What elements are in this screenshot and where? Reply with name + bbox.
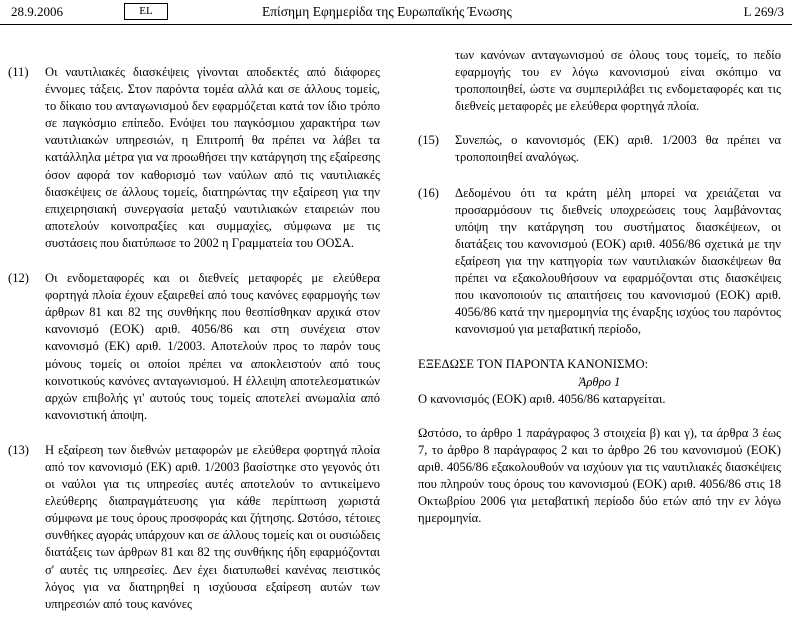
page-reference: L 269/3 — [743, 4, 784, 19]
recital-13 — [8, 442, 380, 613]
article-paragraph-1: Ο κανονισμός (ΕΟΚ) αριθ. 4056/86 καταργείται. — [418, 391, 666, 406]
article-heading: Άρθρο 1 — [578, 374, 621, 389]
left-column — [8, 64, 380, 631]
recital-text: Οι ναυτιλιακές διασκέψεις γίνονται αποδεκτές από διάφορες έννομες τάξεις. Στον παρόντα τομέα αλλά και σε άλλους τομείς, το δίκαιο του ανταγωνισμού δεν εφαρμόζεται κατά τον ίδιο τρόπο σε παγκόσμιο επίπεδο. Ενόψει του παγκόσμιου χαρακτήρα των ναυτιλιακών υπηρεσιών, η Επιτροπή θα πρέπει να λάβει τα κατάλληλα μέτρα για να προωθήσει την κατάργηση της εξαίρεσης όσον αφορά τον καθορισμό των ναύλων από τις ναυτιλιακές διασκέψεις σε άλλους τομείς, διατηρώντας την εξαίρεση για την επιχειρησιακή συνεργασία μεταξύ ναυτιλιακών εταιρειών που αποτελούν κοινοπραξίες και συμμαχίες, σύμφωνα με τις συστάσεις που διατύπωσε το 2002 η Γραμματεία του ΟΟΣΑ. — [45, 65, 380, 250]
recital-number: (12) — [8, 271, 29, 286]
recital-text: Οι ενδομεταφορές και οι διεθνείς μεταφορές με ελεύθερα φορτηγά πλοία έχουν εξαιρεθεί από τους κανόνες εφαρμογής των άρθρων 81 και 82 της συνθήκης που θεσπίσθηκαν αρχικά στον κανονισμό (ΕΟΚ) αριθ. 4056/86 και στη συνέχεια στον κανονισμό (ΕΚ) αριθ. 1/2003. Αποτελούν προς το παρόν τους μόνους τομείς οι οποίοι πρέπει να αποκλειστούν από τους κοινοτικούς κανόνες ανταγωνισμού. Η έλλειψη αποτελεσματικών αρχών επιβολής γι' αυτούς τους τομείς αποτελεί ανωμαλία από κανονιστική άποψη. — [45, 271, 380, 422]
recital-text: Η εξαίρεση των διεθνών μεταφορών με ελεύθερα φορτηγά πλοία από τον κανονισμό (ΕΚ) αριθ. 1/2003 βασίστηκε στο γεγονός ότι οι ναύλοι για τις υπηρεσίες αυτές αποτελούν το αντικείμενο ελεύθερης διαπραγμάτευσης για κάθε περίπτωση χωριστά σύμφωνα με τους όρους προσφοράς και ζήτησης. Ωστόσο, τέτοιες συνθήκες αγοράς υπάρχουν και σε άλλους τομείς και οι ουσιώδεις διατάξεις των άρθρων 81 και 82 της συνθήκης ήδη εφαρμόζονται σ' αυτές τις υπηρεσίες. Δεν έχει διατυπωθεί κανένας πειστικός λόγος για να διατηρηθεί η ισχύουσα εξαίρεση αυτών των υπηρεσιών από τους κανόνες — [45, 442, 380, 611]
recital-16 — [418, 185, 781, 339]
recital-number: (15) — [418, 133, 439, 148]
recital-12 — [8, 270, 380, 424]
page-header — [0, 0, 792, 26]
recital-number: (13) — [8, 442, 29, 457]
recital-14-continuation: των κανόνων ανταγωνισμού σε όλους τους τομείς, το πεδίο εφαρμογής του εν λόγω κανονισμού είναι σκόπιμο να τροποποιηθεί, ώστε να συμπεριλάβει τις ενδομεταφορές και τις διεθνείς μεταφορές με ελεύθερα φορτηγά πλοία. — [455, 48, 781, 114]
publication-date: 28.9.2006 — [11, 4, 63, 19]
recital-15 — [418, 132, 781, 166]
language-code-box: EL — [124, 3, 168, 20]
journal-title: Επίσημη Εφημερίδα της Ευρωπαϊκής Ένωσης — [262, 4, 512, 19]
recital-text: Συνεπώς, ο κανονισμός (ΕΚ) αριθ. 1/2003 θα πρέπει να τροποποιηθεί αναλόγως. — [455, 133, 781, 165]
enacting-formula: ΕΞΕΔΩΣΕ ΤΟΝ ΠΑΡΟΝΤΑ ΚΑΝΟΝΙΣΜΟ: — [418, 357, 649, 372]
recital-number: (16) — [418, 185, 439, 200]
header-rule — [0, 24, 792, 25]
recital-11 — [8, 64, 380, 252]
recital-text: Δεδομένου ότι τα κράτη μέλη μπορεί να χρειάζεται να προσαρμόσουν τις διεθνείς υποχρεώσεις τους λαμβάνοντας υπόψη την κατάργηση του συστήματος διασκέψεων, οι διατάξεις του κανονισμού (ΕΟΚ) αριθ. 4056/86 σχετικά με την εξαίρεση για την κατηγορία των ναυτιλιακών διασκέψεων θα πρέπει να εξακολουθήσουν να εφαρμόζονται στις διασκέψεις που ικανοποιούν τις απαιτήσεις του κανονισμού (ΕΟΚ) αριθ. 4056/86 κατά την ημερομηνία της έναρξης ισχύος του παρόντος κανονισμού για μεταβατική περίοδο, — [455, 185, 781, 337]
right-column — [418, 47, 781, 527]
recital-number: (11) — [8, 65, 29, 79]
article-paragraph-2: Ωστόσο, το άρθρο 1 παράγραφος 3 στοιχεία β) και γ), τα άρθρα 3 έως 7, το άρθρο 8 παράγραφος 2 και το άρθρο 26 του κανονισμού (ΕΟΚ) αριθ. 4056/86 εξακολουθούν να ισχύουν για τις ναυτιλιακές διασκέψεις που πληρούν τους όρους του κανονισμού (ΕΟΚ) αριθ. 4056/86 στις 18 Οκτωβρίου 2006 για μεταβατική περίοδο δύο ετών από την εν λόγω ημερομηνία. — [418, 425, 781, 526]
